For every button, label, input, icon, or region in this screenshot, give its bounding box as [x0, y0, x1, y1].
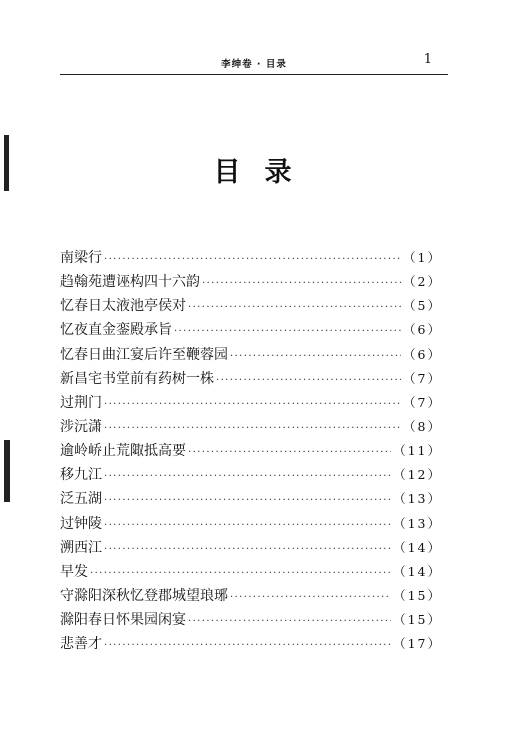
toc-entry[interactable]: [60, 632, 442, 656]
toc-entry[interactable]: [60, 343, 442, 367]
toc-entry-title: 滁阳春日怀果园闲宴: [60, 612, 186, 629]
toc-entry[interactable]: [60, 439, 442, 463]
page-number: 1: [423, 52, 432, 67]
toc-entry-page: （8）: [403, 418, 442, 434]
toc-entry-page: （14）: [393, 563, 442, 579]
toc-entry[interactable]: [60, 512, 442, 536]
dot-leader: [104, 417, 401, 441]
toc-entry-page: （13）: [393, 515, 442, 531]
running-header: [60, 52, 448, 75]
toc-entry-title: 南梁行: [60, 250, 102, 266]
toc-entry-title: 忆春日太液池亭侯对: [60, 298, 186, 315]
toc-entry-page: （12）: [393, 467, 442, 483]
dot-leader: [188, 441, 391, 465]
toc-entry[interactable]: [60, 608, 442, 632]
toc-entry-page: （7）: [403, 394, 442, 410]
toc-entry-page: （17）: [393, 636, 442, 652]
toc-entry-page: （6）: [403, 322, 442, 338]
toc-entry-title: 新昌宅书堂前有药树一株: [60, 370, 214, 387]
toc-entry-title: 早发: [60, 563, 88, 580]
toc-entry-title: 守滁阳深秋忆登郡城望琅琊: [60, 587, 228, 604]
toc-entry-page: （7）: [403, 370, 442, 386]
toc-entry-page: （1）: [403, 250, 442, 265]
dot-leader: [104, 248, 401, 272]
header-title: 李绅卷 · 目录: [221, 59, 287, 70]
dot-leader: [202, 272, 401, 296]
dot-leader: [188, 296, 401, 320]
toc-title: 目录: [213, 157, 316, 188]
dot-leader: [216, 369, 401, 393]
toc-entry-title: 过钟陵: [60, 515, 102, 532]
toc-entry[interactable]: [60, 584, 442, 608]
toc-entry[interactable]: [60, 415, 442, 439]
toc-entry-title: 移九江: [60, 467, 102, 484]
dot-leader: [104, 514, 391, 538]
toc-entry[interactable]: [60, 487, 442, 511]
dot-leader: [104, 634, 391, 658]
toc-entry-title: 趋翰苑遭诬构四十六韵: [60, 274, 200, 291]
toc-entry-page: （11）: [393, 443, 442, 459]
toc-entry-title: 忆夜直金銮殿承旨: [60, 322, 172, 339]
toc-entry[interactable]: [60, 560, 442, 584]
toc-entry[interactable]: [60, 246, 442, 270]
toc-entry[interactable]: [60, 367, 442, 391]
toc-entry-title: 悲善才: [60, 636, 102, 653]
dot-leader: [230, 345, 401, 369]
toc-entry-title: 泛五湖: [60, 491, 102, 508]
toc-entry-title: 过荆门: [60, 394, 102, 411]
toc-entry-page: （14）: [393, 539, 442, 555]
dot-leader: [104, 489, 391, 513]
dot-leader: [230, 586, 391, 610]
toc-entry[interactable]: [60, 294, 442, 318]
toc-entry[interactable]: [60, 318, 442, 342]
toc-entry-title: 涉沅潇: [60, 418, 102, 435]
toc-entry-page: （2）: [403, 274, 442, 290]
dot-leader: [174, 320, 401, 344]
toc-entry-page: （6）: [403, 346, 442, 362]
dot-leader: [188, 610, 391, 634]
binding-mark-bottom: [4, 440, 10, 502]
toc-entry-title: 溯西江: [60, 539, 102, 556]
table-of-contents: [60, 246, 442, 656]
toc-entry[interactable]: [60, 536, 442, 560]
toc-entry-title: 逾岭峤止荒陬抵高要: [60, 443, 186, 460]
dot-leader: [104, 538, 391, 562]
toc-entry[interactable]: [60, 391, 442, 415]
dot-leader: [104, 465, 391, 489]
toc-entry-page: （13）: [393, 491, 442, 507]
toc-entry-title: 忆春日曲江宴后许至鞭蓉园: [60, 346, 228, 363]
dot-leader: [90, 562, 391, 586]
dot-leader: [104, 393, 401, 417]
toc-entry-page: （15）: [393, 612, 442, 628]
toc-entry[interactable]: [60, 270, 442, 294]
toc-entry-page: （5）: [403, 298, 442, 314]
toc-entry[interactable]: [60, 463, 442, 487]
toc-entry-page: （15）: [393, 587, 442, 603]
